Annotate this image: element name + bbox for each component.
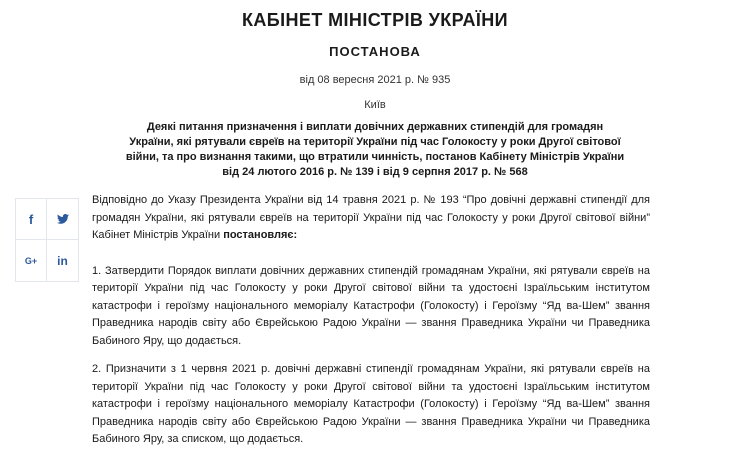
document-heading: Деякі питання призначення і виплати довічних державних стипендій для громадян України, які рятували євреїв на території України під час Голокосту у роки Другої світової війни, та про визнання такими, що втратили чинність, постанов Кабінету Міністрів України від 24 лютого 2016 р. № 139 і від 9 серпня 2017 р. № 568: [125, 121, 625, 178]
intro-bold: постановляє:: [223, 229, 298, 241]
twitter-icon[interactable]: [47, 199, 78, 240]
paragraph-1: 1. Затвердити Порядок виплати довічних державних стипендій громадянам України, які рятували євреїв на території України під час Голокосту у роки Другої світової війни та удостоєні Ізраїльським інститутом катастрофи і героїзму національного меморіалу Катастрофи (Голокосту) і Героїзму “Яд ва-Шем” звання Праведника народів світу або Єврейською Радою України — звання Праведника України чи Праведника Бабиного Яру, що додається.: [92, 264, 650, 347]
document-type: ПОСТАНОВА: [329, 44, 421, 59]
linkedin-icon[interactable]: in: [57, 253, 68, 268]
googleplus-icon[interactable]: G+: [16, 240, 47, 281]
twitter-bird-icon: [57, 214, 69, 224]
document-date: від 08 вересня 2021 р. № 935: [299, 74, 451, 86]
page-title: КАБІНЕТ МІНІСТРІВ УКРАЇНИ: [242, 10, 508, 30]
facebook-icon[interactable]: f: [16, 199, 47, 240]
share-panel: [15, 198, 79, 282]
document-body: [92, 192, 650, 460]
paragraph-2: 2. Призначити з 1 червня 2021 р. довічні державні стипендії громадянам України, які рятували євреїв на території України під час Голокосту у роки Другої світової війни та удостоєні Ізраїльським інститутом катастрофи і героїзму національного меморіалу Катастрофи (Голокосту) і Героїзму “Яд ва-Шем” звання Праведника народів світу або Єврейською Радою України — звання Праведника України чи Праведника Бабиного Яру, за списком, що додається.: [92, 363, 650, 445]
intro-paragraph: [92, 192, 650, 245]
document-city: Київ: [364, 99, 386, 111]
intro-text: Відповідно до Указу Президента України від 14 травня 2021 р. № 193 “Про довічні державні стипендії для громадян України, які рятували євреїв на території України під час Голокосту у роки Другої світової війни” Кабінет Міністрів України: [92, 194, 650, 241]
